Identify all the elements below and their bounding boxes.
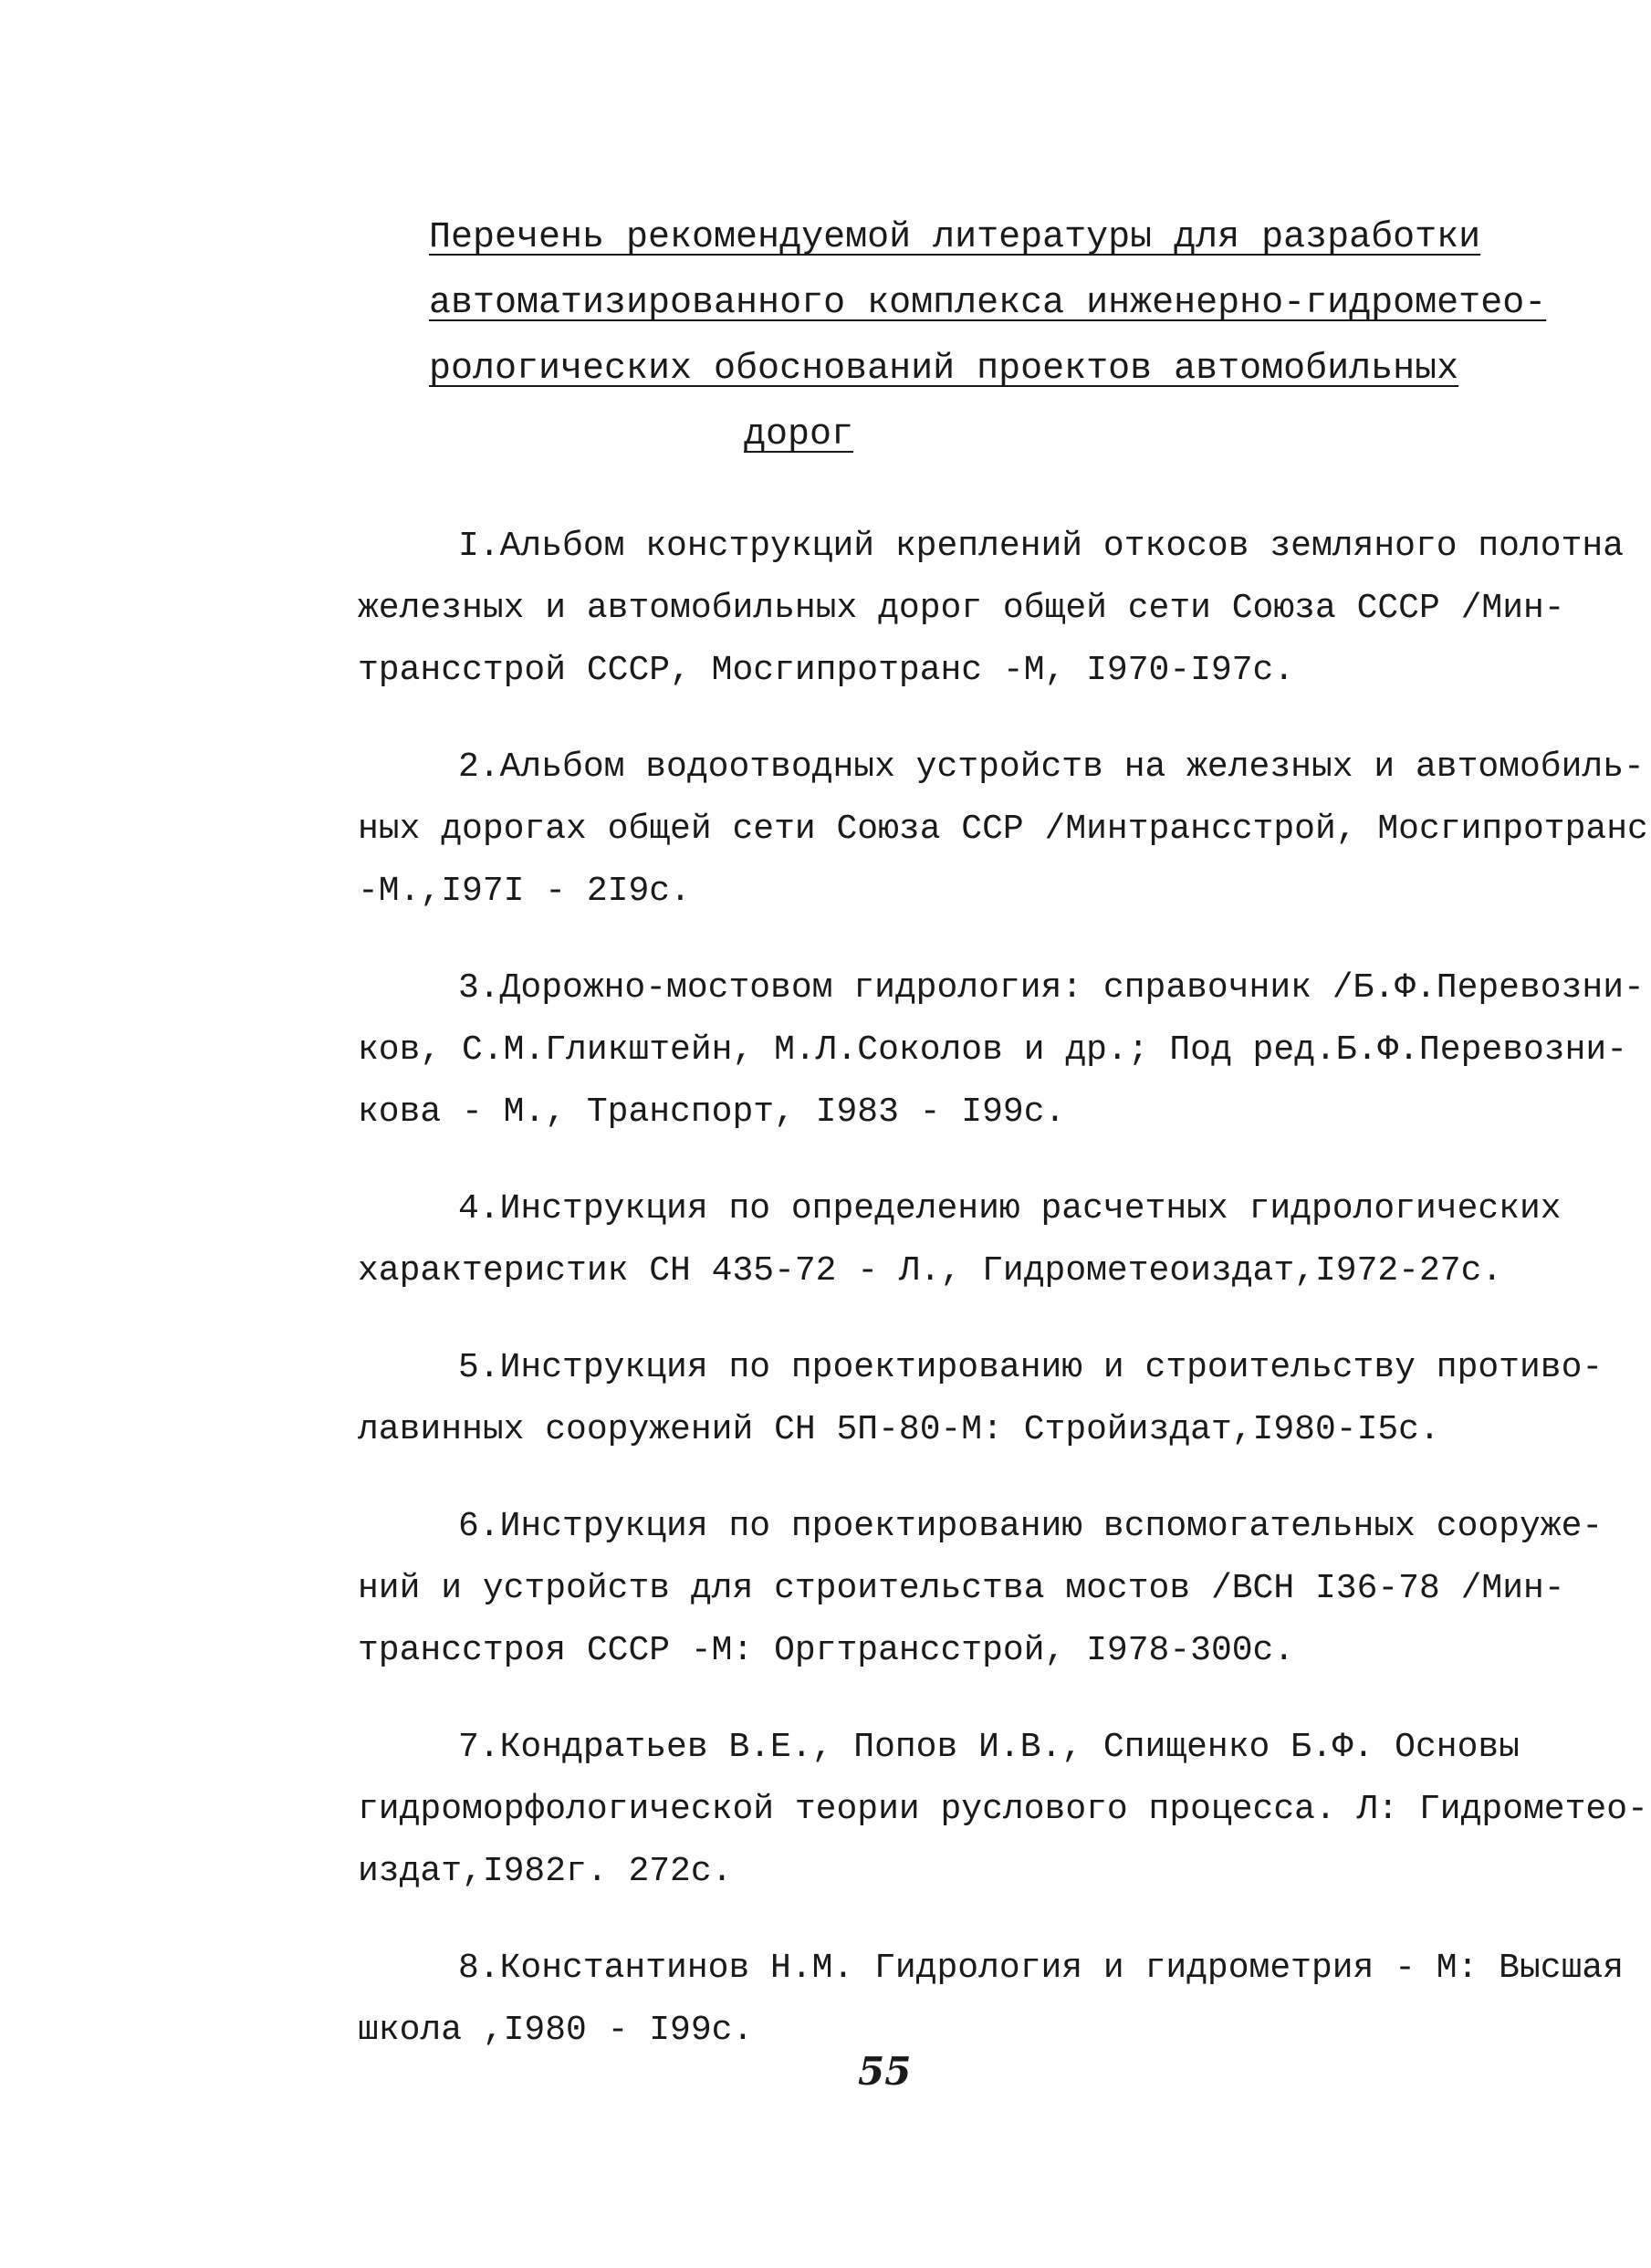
title-line: рологических обоснований проектов автомобильных xyxy=(429,349,1459,390)
reference-line: трансстрой СССР, Мосгипротранс -М, I970-I97с. xyxy=(358,651,1295,690)
reference-line: 2.Альбом водоотводных устройств на железных и автомобиль- xyxy=(458,747,1645,787)
reference-line: характеристик СН 435-72 - Л., Гидрометеоиздат,I972-27с. xyxy=(358,1251,1503,1291)
title-line: автоматизированного комплекса инженерно-гидрометео- xyxy=(429,283,1547,324)
page-number: 55 xyxy=(858,2049,912,2094)
reference-item xyxy=(358,957,1645,1144)
reference-line: 3.Дорожно-мостовом гидрология: справочник /Б.Ф.Перевозни- xyxy=(458,968,1645,1008)
reference-list xyxy=(358,516,1648,2096)
title-line: Перечень рекомендуемой литературы для разработки xyxy=(429,217,1481,258)
reference-item xyxy=(358,1337,1604,1461)
reference-line: трансстроя СССР -М: Оргтрансстрой, I978-300с. xyxy=(358,1631,1295,1670)
reference-line: ний и устройств для строительства мостов /ВСН I36-78 /Мин- xyxy=(358,1569,1565,1608)
reference-line: лавинных сооружений СН 5П-80-М: Стройиздат,I980-I5с. xyxy=(358,1410,1440,1449)
reference-line: ных дорогах общей сети Союза ССР /Минтрансстрой, Мосгипротранс xyxy=(358,810,1648,849)
reference-item xyxy=(358,737,1648,923)
reference-line: 7.Кондратьев В.Е., Попов И.В., Спищенко Б.Ф. Основы xyxy=(458,1728,1520,1767)
reference-line: издат,I982г. 272с. xyxy=(358,1852,733,1891)
reference-item xyxy=(358,1496,1604,1682)
reference-line: 6.Инструкция по проектированию вспомогательных сооруже- xyxy=(458,1507,1604,1546)
reference-line: ков, С.М.Гликштейн, М.Л.Соколов и др.; Под ред.Б.Ф.Перевозни- xyxy=(358,1030,1628,1070)
document-title xyxy=(429,205,1547,468)
reference-line: 8.Константинов Н.М. Гидрология и гидрометрия - М: Высшая xyxy=(458,1949,1625,1988)
title-line: дорог xyxy=(744,414,854,455)
reference-item xyxy=(358,516,1625,702)
reference-item xyxy=(358,1938,1625,2062)
reference-line: кова - М., Транспорт, I983 - I99с. xyxy=(358,1092,1066,1132)
reference-line: школа ,I980 - I99с. xyxy=(358,2011,754,2050)
reference-line: железных и автомобильных дорог общей сети Союза СССР /Мин- xyxy=(358,589,1565,628)
reference-item xyxy=(358,1717,1648,1903)
reference-line: -М.,I97I - 2I9с. xyxy=(358,872,691,911)
reference-line: I.Альбом конструкций креплений откосов земляного полотна xyxy=(458,527,1625,566)
reference-item xyxy=(358,1178,1585,1302)
reference-line: 4.Инструкция по определению расчетных гидрологических xyxy=(458,1189,1562,1228)
reference-line: гидроморфологической теории руслового процесса. Л: Гидрометео- xyxy=(358,1790,1648,1829)
reference-line: 5.Инструкция по проектированию и строительству противо- xyxy=(458,1348,1604,1387)
